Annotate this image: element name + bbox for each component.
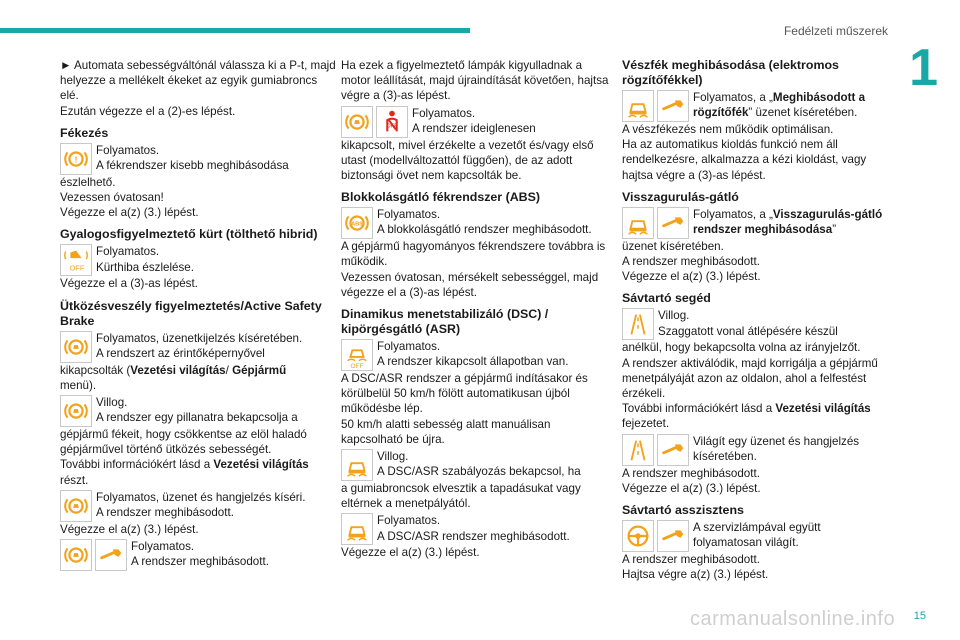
lane-assist-icon: [622, 434, 654, 466]
icon-row: [622, 308, 890, 340]
body-text: Vezessen óvatosan, mérsékelt sebességgel, majd végezze el a (3)-as lépést.: [341, 270, 599, 299]
icon-row: [60, 244, 338, 276]
description-text: folyamatosan világít.: [693, 536, 799, 550]
dsc-icon: [341, 513, 373, 545]
body-text: Végezze el a(z) (3.) lépést.: [60, 206, 199, 220]
body-text: menü).: [60, 378, 97, 392]
pedestrian-horn-off-icon: [60, 244, 92, 276]
header-accent-bar: [0, 28, 470, 33]
description-text: A rendszer egy pillanatra bekapcsolja a: [96, 411, 298, 425]
body-text: A rendszer meghibásodott.: [622, 255, 760, 269]
description-text: kíséretében.: [693, 449, 757, 463]
icon-row: [60, 539, 338, 571]
body-text: A rendszer meghibásodott.: [622, 466, 760, 480]
column-1: [60, 58, 338, 571]
status-text: Villog.: [658, 309, 690, 323]
svg-text:!: !: [74, 154, 78, 165]
heading-veszfek: Vészfék meghibásodása (elektromos rögzítőfékkel): [622, 58, 839, 87]
dsc-icon: [341, 449, 373, 481]
body-text: kikapcsolt, mivel érzékelte a vezetőt és/vagy első utast (modellváltozattól függően), de az adott biztonsági övet nem kapcsolták be.: [341, 138, 594, 183]
icon-row: [60, 490, 338, 522]
heading-utkozes: Ütközésveszély figyelmeztetés/Active Safety Brake: [60, 298, 322, 328]
icon-row: [341, 207, 611, 239]
column-2: [341, 58, 611, 561]
intro-line: ► Automata sebességváltónál válassza ki a P-t, majd helyezze a mellékelt ékeket az egyik gumiabroncs elé.: [60, 59, 336, 103]
svg-text:OFF: OFF: [350, 363, 364, 371]
body-text: Vezessen óvatosan!: [60, 191, 164, 205]
icon-row: [622, 520, 890, 552]
heading-gyalogos: Gyalogosfigyelmeztető kürt (tölthető hibrid): [60, 227, 318, 242]
icon-row: [341, 513, 611, 545]
body-text: kikapcsolták (Vezetési világítás/ Gépjármű: [60, 363, 287, 377]
watermark: carmanualsonline.info: [690, 608, 896, 630]
abs-icon: [341, 207, 373, 239]
icon-row: [341, 106, 611, 138]
icon-row: [341, 449, 611, 481]
description-text: A fékrendszer kisebb meghibásodása: [96, 159, 289, 173]
status-text: Folyamatos.: [377, 514, 441, 528]
description-text: A rendszert az érintőképernyővel: [96, 346, 265, 360]
collision-alert-icon: [60, 395, 92, 427]
body-text: észlelhető.: [60, 175, 116, 189]
brake-warning-icon: [60, 143, 92, 175]
description-text: A blokkolásgátló rendszer meghibásodott.: [377, 223, 592, 237]
wrench-icon: [657, 207, 689, 239]
body-text: Végezze el a(z) (3.) lépést.: [622, 270, 761, 284]
description-text: A rendszer ideiglenesen: [412, 121, 536, 135]
heading-abs: Blokkolásgátló fékrendszer (ABS): [341, 190, 540, 205]
status-text: Villog.: [377, 450, 409, 464]
status-text: Folyamatos.: [377, 340, 441, 354]
body-text: A gépjármű hagyományos fékrendszere továbbra is működik.: [341, 240, 606, 269]
description-text: Kürthiba észlelése.: [96, 260, 194, 274]
wrench-icon: [657, 434, 689, 466]
icon-row: Folyamatos, a „Meghibásodott a rögzítőfék” üzenet kíséretében.: [622, 90, 890, 122]
heading-fekezes: Fékezés: [60, 125, 109, 140]
status-text: Folyamatos.: [131, 540, 195, 554]
icon-row: [60, 395, 338, 427]
status-text: Folyamatos, üzenet és hangjelzés kíséri.: [96, 490, 306, 504]
collision-alert-icon: [60, 490, 92, 522]
svg-text:OFF: OFF: [69, 263, 85, 273]
status-text: Folyamatos, üzenetkijelzés kíséretében.: [96, 331, 303, 345]
description-text: A rendszer meghibásodott.: [131, 555, 269, 569]
body-text: Végezze el a(z) (3.) lépést.: [60, 522, 199, 536]
section-title: Fedélzeti műszerek: [783, 24, 888, 38]
chapter-number: 1: [909, 39, 938, 97]
description-text: A rendszer kikapcsolt állapotban van.: [377, 355, 569, 369]
icon-row: Folyamatos, a „Visszagurulás-gátló rendszer meghibásodása”: [622, 207, 890, 239]
body-text: Ha ezek a figyelmeztető lámpák kigyulladnak a motor leállítását, majd újraindítását követően, hajtsa végre a (3)-as lépést.: [341, 59, 609, 103]
description-text: Szaggatott vonal átlépésére készül: [658, 324, 838, 338]
icon-row: [341, 339, 611, 371]
svg-text:OFF: OFF: [386, 123, 398, 130]
status-text: Világít egy üzenet és hangjelzés: [693, 434, 860, 448]
steering-wheel-icon: [622, 520, 654, 552]
status-text: Folyamatos.: [377, 208, 441, 222]
body-text: fejezetet.: [622, 417, 670, 431]
column-3: [622, 58, 890, 582]
status-text: Villog.: [96, 396, 128, 410]
svg-text:ABS: ABS: [351, 221, 363, 228]
page-number: 15: [913, 610, 926, 622]
description-text: A rendszer meghibásodott.: [96, 506, 234, 520]
heading-asszisztens: Sávtartó asszisztens: [622, 503, 744, 518]
status-text: A szervizlámpával együtt: [693, 521, 821, 535]
seatbelt-icon: [376, 106, 408, 138]
wrench-icon: [657, 520, 689, 552]
body-text: Végezze el a (3)-as lépést.: [60, 277, 198, 291]
body-text: üzenet kíséretében.: [622, 239, 724, 253]
body-text: Hajtsa végre a(z) (3.) lépést.: [622, 568, 769, 582]
body-text: A rendszer meghibásodott.: [622, 553, 760, 567]
collision-alert-icon: [341, 106, 373, 138]
emergency-brake-icon: [622, 90, 654, 122]
icon-row: [622, 434, 890, 466]
wrench-icon: [657, 90, 689, 122]
body-text: Ha az automatikus kioldás funkció nem áll rendelkezésre, alkalmazza a kézi kioldást, vagy hajtsa végre a (3)-as lépést.: [622, 138, 867, 182]
description-text: A DSC/ASR rendszer meghibásodott.: [377, 529, 570, 543]
body-text: 50 km/h alatti sebesség alatt manuálisan kapcsolható be újra.: [341, 417, 551, 446]
body-text: Végezze el a(z) (3.) lépést.: [341, 546, 480, 560]
body-text: További információkért lásd a Vezetési világítás: [622, 402, 871, 416]
body-text: részt.: [60, 473, 89, 487]
dsc-off-icon: [341, 339, 373, 371]
body-text: Végezze el a(z) (3.) lépést.: [622, 481, 761, 495]
hill-start-icon: [622, 207, 654, 239]
collision-alert-icon: [60, 539, 92, 571]
lane-assist-icon: [622, 308, 654, 340]
body-text: a gumiabroncsok elvesztik a tapadásukat vagy eltérnek a menetpályától.: [341, 482, 581, 511]
heading-dsc: Dinamikus menetstabilizáló (DSC) / kipörgésgátló (ASR): [341, 307, 549, 337]
heading-savseged: Sávtartó segéd: [622, 291, 711, 306]
status-text: Folyamatos.: [96, 245, 160, 259]
intro-line: Ezután végezze el a (2)-es lépést.: [60, 104, 236, 118]
body-text: gépjármű fékeit, hogy csökkentse az elöl haladó gépjárművel történő ütközés sebességét.: [60, 428, 307, 457]
heading-vissza: Visszagurulás-gátló: [622, 189, 739, 204]
body-text: A DSC/ASR rendszer a gépjármű indításakor és körülbelül 50 km/h fölött automatikusan újból működésbe lép.: [341, 372, 588, 416]
description-text: A DSC/ASR szabályozás bekapcsol, ha: [377, 465, 581, 479]
icon-row: [60, 143, 338, 175]
collision-alert-icon: [60, 331, 92, 363]
body-text: A vészfékezés nem működik optimálisan.: [622, 123, 834, 136]
wrench-icon: [95, 539, 127, 571]
body-text: További információkért lásd a Vezetési világítás: [60, 458, 309, 472]
body-text: A rendszer aktiválódik, majd korrigálja a gépjármű menetpályáját azon az oldalon, ahol a felfestést érzékeli.: [622, 356, 878, 401]
icon-row: [60, 331, 338, 363]
status-text: Folyamatos.: [96, 143, 160, 157]
body-text: anélkül, hogy bekapcsolta volna az irányjelzőt.: [622, 341, 861, 355]
status-text: Folyamatos.: [412, 106, 476, 120]
